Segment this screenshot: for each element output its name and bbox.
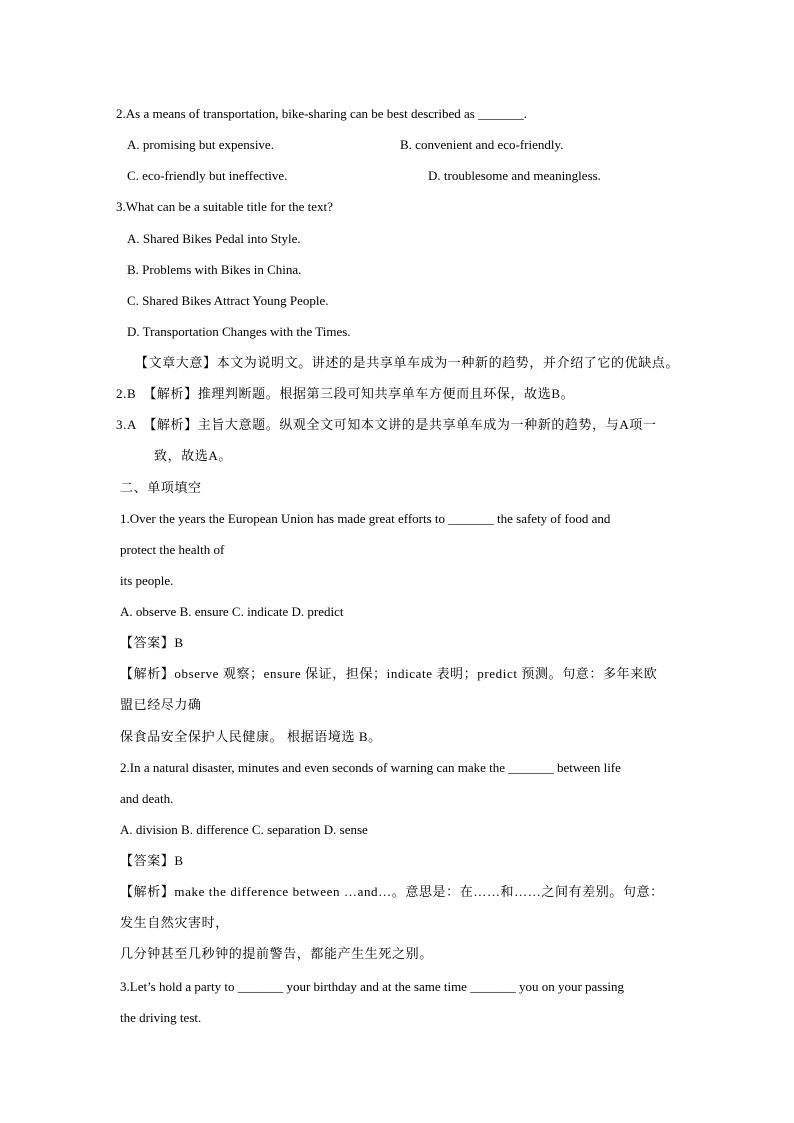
question-3-option-b: B. Problems with Bikes in China. xyxy=(127,262,302,277)
question-2-option-c: C. eco-friendly but ineffective. xyxy=(127,168,288,183)
question-3-stem: 3.What can be a suitable title for the text? xyxy=(116,199,333,214)
mc-1-stem-cont: protect the health of xyxy=(120,542,225,557)
section-heading: 二、单项填空 xyxy=(120,480,202,495)
mc-2-stem-cont: and death. xyxy=(120,791,174,806)
question-3-option-d: D. Transportation Changes with the Times. xyxy=(127,324,351,339)
mc-2-stem: 2.In a natural disaster, minutes and even seconds of warning can make the _______ between life xyxy=(120,760,621,775)
question-2-option-d: D. troublesome and meaningless. xyxy=(428,168,601,183)
mc-1-stem: 1.Over the years the European Union has made great efforts to _______ the safety of food and xyxy=(120,511,611,526)
answer-3-analysis: 3.A 【解析】主旨大意题。纵观全文可知本文讲的是共享单车成为一种新的趋势，与A项一 xyxy=(116,417,657,432)
mc-1-analysis: 【解析】observe 观察；ensure 保证，担保；indicate 表明；predict 预测。句意：多年来欧 xyxy=(120,666,658,681)
article-summary: 【文章大意】本文为说明文。讲述的是共享单车成为一种新的趋势，并介绍了它的优缺点。 xyxy=(135,355,680,370)
mc-3-stem-cont: the driving test. xyxy=(120,1010,202,1025)
question-2-stem: 2.As a means of transportation, bike-sharing can be best described as _______. xyxy=(116,106,527,121)
mc-3-stem: 3.Let’s hold a party to _______ your birthday and at the same time _______ you on your passing xyxy=(120,979,625,994)
mc-1-options: A. observe B. ensure C. indicate D. predict xyxy=(120,604,344,619)
question-3-option-c: C. Shared Bikes Attract Young People. xyxy=(127,293,329,308)
answer-2-analysis: 2.B 【解析】推理判断题。根据第三段可知共享单车方便而且环保，故选B。 xyxy=(116,386,575,401)
answer-3-analysis-cont: 致，故选A。 xyxy=(154,448,232,463)
mc-1-stem-cont: its people. xyxy=(120,573,174,588)
mc-2-analysis-cont: 几分钟甚至几秒钟的提前警告，都能产生生死之别。 xyxy=(120,946,433,961)
question-2-option-b: B. convenient and eco-friendly. xyxy=(400,137,564,152)
mc-2-analysis-cont: 发生自然灾害时， xyxy=(120,915,229,930)
mc-1-analysis-cont: 盟已经尽力确 xyxy=(120,697,202,712)
question-3-option-a: A. Shared Bikes Pedal into Style. xyxy=(127,231,301,246)
question-2-option-a: A. promising but expensive. xyxy=(127,137,274,152)
mc-2-analysis: 【解析】make the difference between …and…。意思是：在……和……之间有差别。句意： xyxy=(120,884,664,899)
mc-1-analysis-cont: 保食品安全保护人民健康。 根据语境选 B。 xyxy=(120,729,382,744)
mc-1-answer: 【答案】B xyxy=(120,635,184,650)
mc-2-options: A. division B. difference C. separation D. sense xyxy=(120,822,368,837)
mc-2-answer: 【答案】B xyxy=(120,853,184,868)
